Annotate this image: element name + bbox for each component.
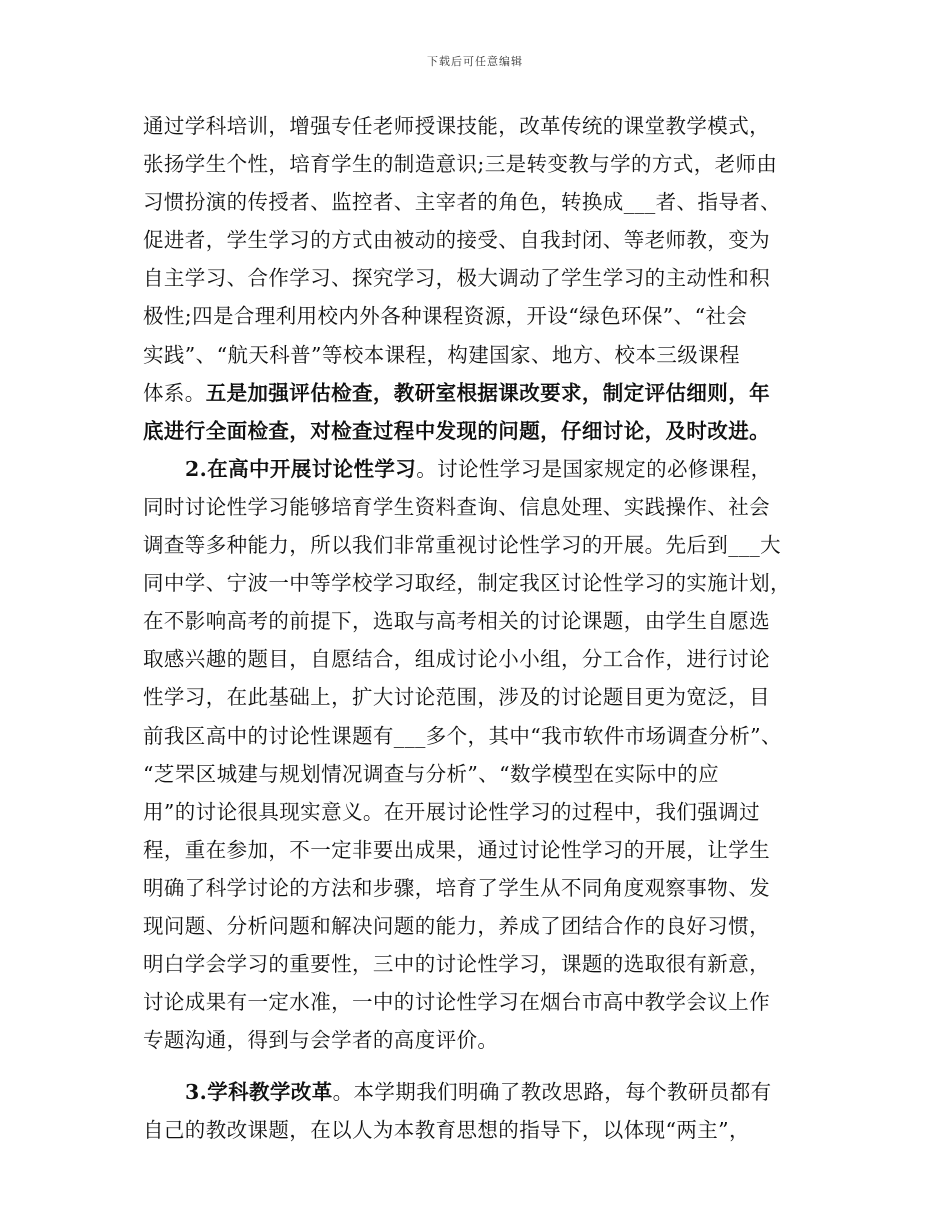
page-header-caption: 下载后可任意编辑 xyxy=(427,55,523,68)
text-line: 取感兴趣的题目，自愿结合，组成讨论小小组，分工合作，进行讨论 xyxy=(143,647,770,672)
text-line xyxy=(143,1073,813,1111)
text-line: 用”的讨论很具现实意义。在开展讨论性学习的过程中，我们强调过 xyxy=(143,799,760,824)
bold-text-segment: 五是加强评估检查，教研室根据课改要求，制定评估细则，年 xyxy=(205,380,771,405)
paragraph-2 xyxy=(143,450,813,1060)
paragraph-spacer xyxy=(143,1059,813,1073)
text-line: 极性;四是合理利用校内外各种课程资源，开设“绿色环保”、“社会 xyxy=(143,304,748,329)
text-line: 自己的教改课题，在以人为本教育思想的指导下，以体现“两主”， xyxy=(143,1118,750,1143)
text-segment: 。讨论性学习是国家规定的必修课程， xyxy=(416,456,772,481)
document-body xyxy=(143,107,813,1150)
text-line: 讨论成果有一定水准，一中的讨论性学习在烟台市高中教学会议上作 xyxy=(143,990,770,1015)
section-heading: 3.学科教学改革 xyxy=(185,1080,333,1105)
text-line: 自主学习、合作学习、探究学习，极大调动了学生学习的主动性和积 xyxy=(143,266,770,291)
text-line: 明白学会学习的重要性，三中的讨论性学习，课题的选取很有新意， xyxy=(143,952,770,977)
text-line: 明确了科学讨论的方法和步骤，培育了学生从不同角度观察事物、发 xyxy=(143,875,770,900)
text-line: 通过学科培训，增强专任老师授课技能，改革传统的课堂教学模式， xyxy=(143,114,770,138)
text-line: 前我区高中的讨论性课题有___多个，其中“我市软件市场调查分析”、 xyxy=(143,723,782,748)
paragraph-1 xyxy=(143,107,813,450)
text-line: 现问题、分析问题和解决问题的能力，养成了团结合作的良好习惯， xyxy=(143,913,770,938)
text-line: 程，重在参加，不一定非要出成果，通过讨论性学习的开展，让学生 xyxy=(143,837,770,862)
text-line: 促进者，学生学习的方式由被动的接受、自我封闭、等老师教，变为 xyxy=(143,228,770,253)
text-line xyxy=(143,374,813,412)
text-line xyxy=(143,450,813,488)
text-line: 同时讨论性学习能够培育学生资料查询、信息处理、实践操作、社会 xyxy=(143,494,770,519)
bold-text-line: 底进行全面检查，对检查过程中发现的问题，仔细讨论，及时改进。 xyxy=(143,418,770,443)
text-line: 习惯扮演的传授者、监控者、主宰者的角色，转换成___者、指导者、 xyxy=(143,190,782,215)
paragraph-3 xyxy=(143,1073,813,1149)
text-segment: 体系。 xyxy=(143,380,206,405)
text-line: 调查等多种能力，所以我们非常重视讨论性学习的开展。先后到___大 xyxy=(143,533,782,558)
text-line: “芝罘区城建与规划情况调查与分析”、“数学模型在实际中的应 xyxy=(143,761,720,786)
text-line: 在不影响高考的前提下，选取与高考相关的讨论课题，由学生自愿选 xyxy=(143,609,770,634)
text-line: 实践”、“航天科普”等校本课程，构建国家、地方、校本三级课程 xyxy=(143,342,740,367)
text-segment: 。本学期我们明确了教改思路，每个教研员都有 xyxy=(332,1080,772,1105)
text-line: 同中学、宁波一中等学校学习取经，制定我区讨论性学习的实施计划， xyxy=(143,571,791,596)
text-line: 张扬学生个性，培育学生的制造意识;三是转变教与学的方式，老师由 xyxy=(143,152,778,177)
section-heading: 2.在高中开展讨论性学习 xyxy=(185,456,417,481)
text-line: 专题沟通，得到与会学者的高度评价。 xyxy=(143,1028,499,1053)
text-line: 性学习，在此基础上，扩大讨论范围，涉及的讨论题目更为宽泛，目 xyxy=(143,685,770,710)
